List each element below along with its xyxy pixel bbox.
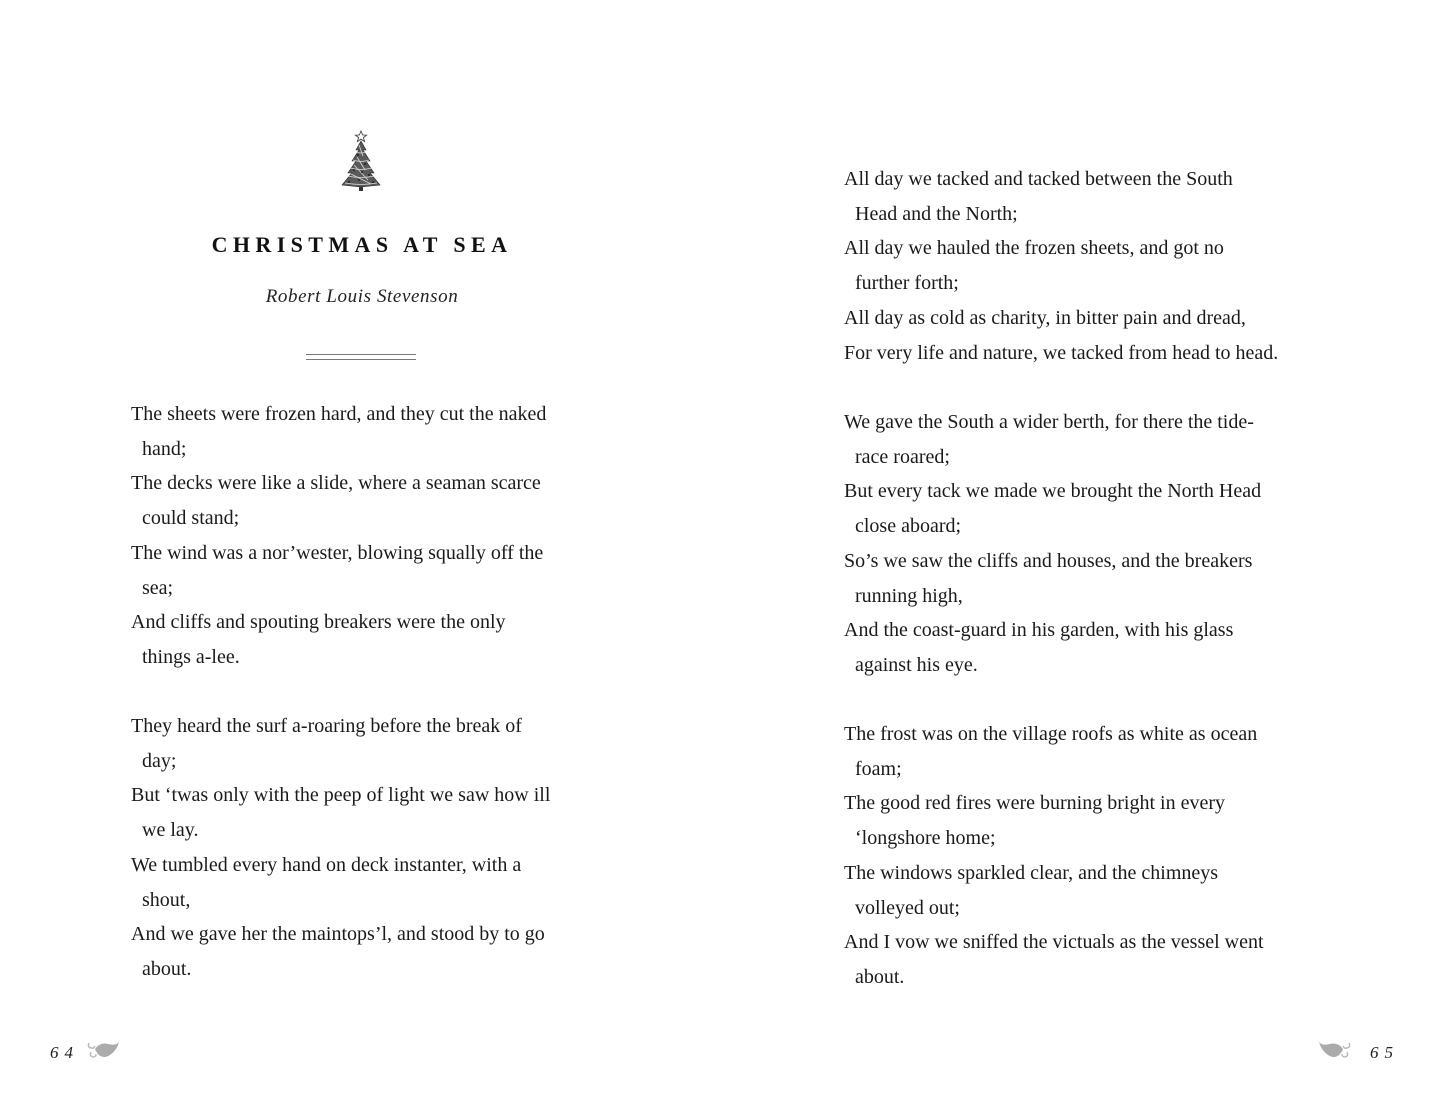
page-number: 65 <box>1370 1043 1399 1062</box>
verse-continuation: we lay. <box>142 819 199 842</box>
verse-continuation: further forth; <box>855 272 959 295</box>
verse-text: We gave the South a wider berth, for there the tide- <box>844 411 1254 433</box>
verse-line <box>131 605 546 674</box>
verse-text: The sheets were frozen hard, and they cut the naked <box>131 403 547 425</box>
verse-line <box>131 397 546 466</box>
verse-line <box>131 778 550 847</box>
verse-line <box>844 301 1278 336</box>
verse-line <box>844 544 1261 613</box>
verse-line <box>844 336 1278 371</box>
verse-continuation: ‘longshore home; <box>855 827 996 850</box>
verse-continuation: hand; <box>142 437 187 460</box>
verse-continuation: things a-lee. <box>142 645 240 668</box>
poem-title: CHRISTMAS AT SEA <box>211 232 513 257</box>
verse-text: The good red fires were burning bright in every <box>844 792 1225 815</box>
verse-line <box>131 466 546 535</box>
verse-line <box>131 709 550 778</box>
verse-text: And the coast-guard in his garden, with his glass <box>844 619 1234 642</box>
verse-text: But every tack we made we brought the North Head <box>844 480 1262 503</box>
verse-text: The decks were like a slide, where a seaman scarce <box>131 472 541 495</box>
verse-continuation: about. <box>142 957 192 980</box>
stanza-3 <box>844 162 1278 370</box>
verse-continuation: sea; <box>142 576 174 599</box>
verse-continuation: running high, <box>855 584 963 607</box>
verse-text: The frost was on the village roofs as white as ocean <box>844 723 1258 745</box>
verse-text: All day we hauled the frozen sheets, and got no <box>844 237 1224 260</box>
verse-line <box>131 848 550 917</box>
verse-line <box>131 536 546 605</box>
verse-line <box>844 405 1261 474</box>
verse-line <box>844 856 1264 925</box>
left-page <box>0 0 722 1117</box>
stanza-2 <box>131 709 550 987</box>
verse-continuation: close aboard; <box>855 515 962 538</box>
verse-text: We tumbled every hand on deck instanter, with a <box>131 853 522 876</box>
verse-text: For very life and nature, we tacked from head to head. <box>844 341 1279 364</box>
poem-author: Robert Louis Stevenson <box>265 286 459 307</box>
swash-flourish-icon <box>1318 1038 1352 1062</box>
verse-continuation: about. <box>855 965 905 988</box>
verse-continuation: shout, <box>142 888 191 911</box>
verse-line <box>844 474 1261 543</box>
verse-continuation: against his eye. <box>855 653 978 676</box>
verse-continuation: day; <box>142 749 177 772</box>
christmas-tree-icon <box>335 130 387 196</box>
verse-continuation: volleyed out; <box>855 896 960 919</box>
verse-text: But ‘twas only with the peep of light we saw how ill <box>131 784 551 807</box>
double-rule-divider <box>306 354 416 360</box>
verse-text: And cliffs and spouting breakers were the only <box>131 611 506 634</box>
verse-text: All day we tacked and tacked between the South <box>844 168 1233 190</box>
verse-text: So’s we saw the cliffs and houses, and the breakers <box>844 549 1253 572</box>
stanza-1 <box>131 397 546 675</box>
verse-continuation: Head and the North; <box>855 202 1018 225</box>
verse-text: The windows sparkled clear, and the chimneys <box>844 861 1219 884</box>
verse-continuation: race roared; <box>855 445 950 468</box>
verse-text: They heard the surf a-roaring before the break of <box>131 715 522 737</box>
verse-continuation: could stand; <box>142 507 240 530</box>
verse-line <box>131 917 550 986</box>
verse-line <box>844 162 1278 231</box>
right-page <box>722 0 1445 1117</box>
verse-line <box>844 786 1264 855</box>
stanza-4 <box>844 405 1261 683</box>
verse-line <box>844 613 1261 682</box>
verse-text: And I vow we sniffed the victuals as the vessel went <box>844 931 1264 954</box>
verse-text: All day as cold as charity, in bitter pain and dread, <box>844 306 1246 329</box>
verse-line <box>844 925 1264 994</box>
verse-text: The wind was a nor’wester, blowing squally off the <box>131 541 544 564</box>
page-number: 64 <box>50 1043 79 1062</box>
stanza-5 <box>844 717 1264 995</box>
swash-flourish-icon <box>86 1038 120 1062</box>
verse-text: And we gave her the maintops’l, and stood by to go <box>131 923 545 946</box>
verse-line <box>844 717 1264 786</box>
verse-line <box>844 231 1278 300</box>
verse-continuation: foam; <box>855 757 902 780</box>
